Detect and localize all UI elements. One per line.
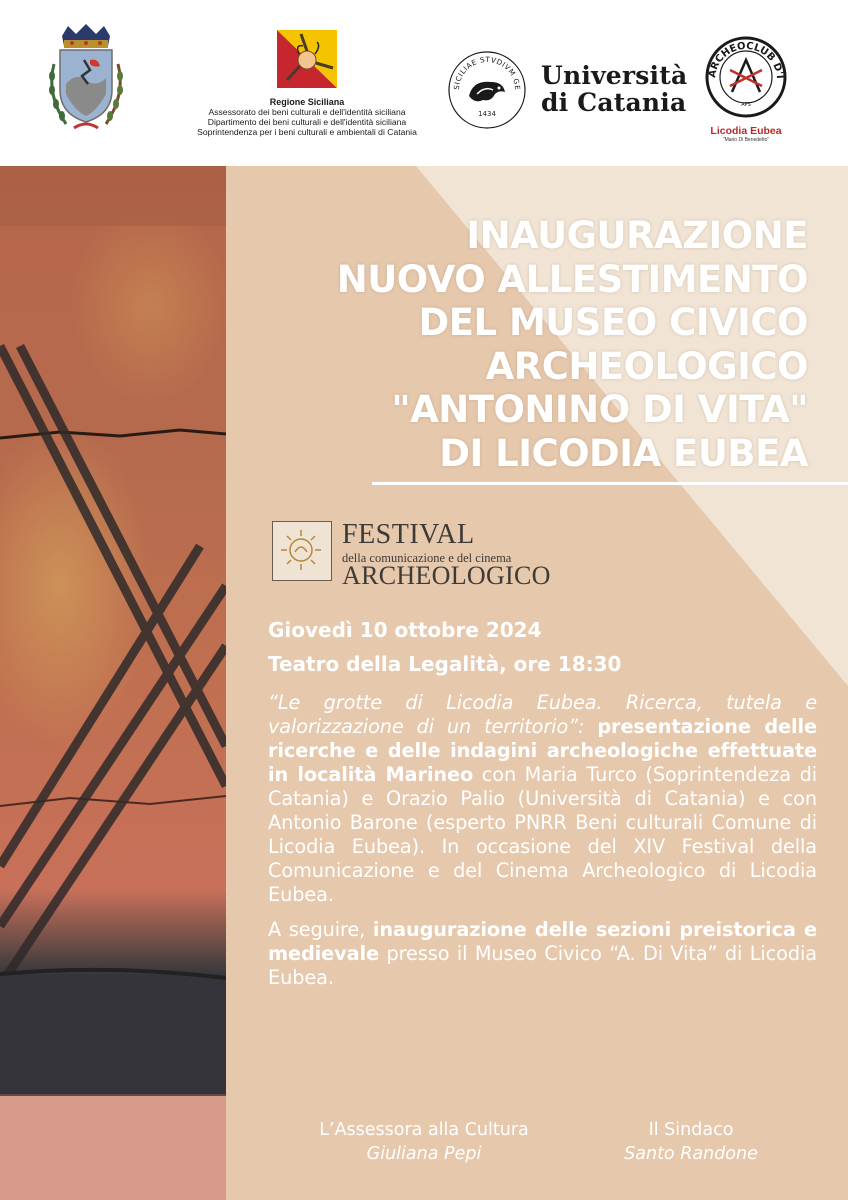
trinacria-icon (277, 30, 337, 88)
archeoclub-ring-text: ARCHEOCLUB D'I (706, 40, 786, 80)
municipal-crest-logo (44, 24, 128, 140)
title-line-2: NUOVO ALLESTIMENTO (336, 257, 808, 301)
region-title: Regione Siciliana (269, 97, 345, 107)
signature-sindaco (596, 1118, 786, 1166)
description-paragraph-1 (268, 691, 817, 907)
event-description (268, 691, 817, 1001)
archeoclub-aps: APS (741, 102, 751, 108)
archeoclub-logo (700, 36, 792, 146)
followup-intro: A seguire, (268, 918, 366, 941)
followup-highlight: inaugurazione delle sezioni preistorica e medievale (268, 918, 818, 965)
event-venue: Teatro della Legalità, ore 18:30 (268, 652, 622, 676)
signature-left-name: Giuliana Pepi (366, 1144, 482, 1164)
title-line-1: INAUGURAZIONE (466, 214, 808, 257)
regione-siciliana-logo (172, 30, 442, 140)
university-seal-icon (447, 50, 527, 130)
seal-year: 1434 (478, 110, 496, 118)
festival-word-3: ARCHEOLOGICO (342, 561, 551, 590)
page-title (232, 214, 808, 475)
signature-left-role: L’Assessora alla Cultura (319, 1120, 529, 1140)
talk-details: con Maria Turco (Soprintendeza di Catania) e Orazio Palio (Università di Catania) e con Antonio Barone (esperto PNRR Beni culturali Comune di Licodia Eubea). In occasione del XIV Festival della Comunicazione e del Cinema Archeologico di Licodia Eubea. (268, 763, 817, 906)
poster-body (0, 166, 848, 1200)
festival-logo (272, 521, 602, 589)
event-date: Giovedì 10 ottobre 2024 (268, 618, 542, 642)
followup-details: presso il Museo Civico “A. Di Vita” di Licodia Eubea. (268, 942, 817, 989)
description-paragraph-2 (268, 918, 817, 990)
signature-assessora (296, 1118, 552, 1166)
logo-header (0, 0, 848, 166)
archeoclub-branch: Licodia Eubea (710, 125, 782, 137)
pottery-photo-image (0, 166, 226, 1200)
region-line-3: Soprintendenza per i beni culturali e ambientali di Catania (197, 127, 417, 137)
title-divider (372, 482, 848, 485)
university-name-line-2: di Catania (541, 88, 687, 117)
signature-right-role: Il Sindaco (648, 1120, 734, 1140)
talk-highlight: presentazione delle ricerche e delle indagini archeologiche effettuate in località Marineo (268, 715, 817, 786)
universita-catania-logo (447, 50, 688, 130)
festival-word-1: FESTIVAL (342, 519, 475, 550)
seal-ring-text: SICILIAE STVDIVM GE (451, 54, 523, 91)
region-line-2: Dipartimento dei beni culturali e dell'identità siciliana (207, 117, 407, 127)
festival-emblem-icon (272, 521, 332, 581)
title-line-5: "ANTONINO DI VITA" (391, 388, 808, 431)
region-line-1: Assessorato dei beni culturali e dell'identità siciliana (208, 107, 406, 117)
talk-title: “Le grotte di Licodia Eubea. Ricerca, tutela e valorizzazione di un territorio”: (268, 691, 817, 738)
university-name-line-1: Università (541, 61, 688, 90)
title-line-4: ARCHEOLOGICO (485, 344, 808, 388)
title-line-6: DI LICODIA EUBEA (439, 431, 808, 475)
archeoclub-dedication: "Mario Di Benedetto" (722, 137, 770, 143)
signature-right-name: Santo Randone (624, 1144, 758, 1164)
title-line-3: DEL MUSEO CIVICO (418, 301, 808, 344)
festival-word-2: della comunicazione e del cinema (342, 551, 512, 565)
